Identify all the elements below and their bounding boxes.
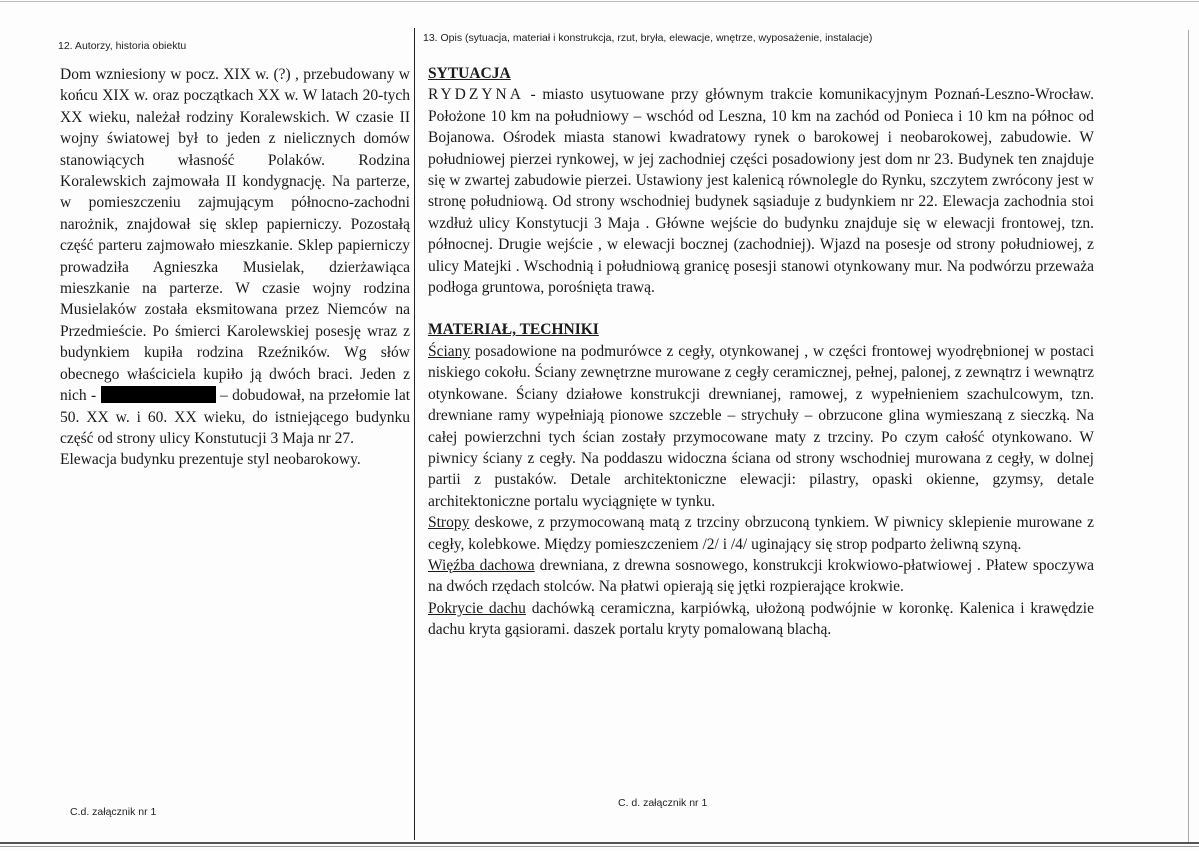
situation-paragraph [428, 84, 1094, 298]
roofing-paragraph [428, 598, 1094, 641]
walls-text: posadowione na podmurówce z cegły, otynkowanej , w części frontowej wyodrębnionej w postaci niskiego cokołu. Ściany zewnętrzne murowane z cegły ceramicznej, pełnej, palonej, z zewnątrz i wewnątrz otynkowane. Ściany działowe konstrukcji drewnianej, ramowej, z wypełnieniem szachulcowym, tzn. drewniane ramy wypełniają pionowe szczeble – strychuły – obrzucone glina wymieszaną z sieczką. Na całej powierzchni tych ścian zostały przymocowane maty z trzciny. Po czym całość otynkowano. W piwnicy ściany z cegły. Na poddaszu widoczna ściana od strony wschodniej murowana z cegły, w dolnej partii z pustaków. Detale architektoniczne elewacji: pilastry, opaski okienne, gzymsy, detale architektoniczne portalu wyciągnięte w tynku. [428, 342, 1094, 510]
history-text-part1: Dom wzniesiony w pocz. XIX w. (?) , przebudowany w końcu XIX w. oraz początkach XX w. W latach 20-tych XX wieku, należał rodziny Koralewskich. W czasie II wojny światowej był to jeden z nielicznych domów stanowiących własność Polaków. Rodzina Koralewskich zajmowała II kondygnację. Na parterze, w pomieszczeniu zajmującym północno-zachodni narożnik, znajdował się sklep papierniczy. Pozostałą część parteru zajmowało mieszkanie. Sklep papierniczy prowadziła Agnieszka Musielak, dzierżawiąca mieszkanie na parterze. W czasie wojny rodzina Musielaków została eksmitowana przez Niemców na Przedmieście. Po śmierci Karolewskiej posesję wraz z budynkiem kupiła rodzina Rzeźników. Wg słów obecnego właściciela kupiło ją dwóch braci. Jeden z nich - [60, 66, 410, 405]
situation-text: - miasto usytuowane przy głównym trakcie komunikacyjnym Poznań-Leszno-Wrocław. Położone 10 km na południowy – wschód od Leszna, 10 km na zachód od Ponieca i 10 km na północ od Bojanowa. Ośrodek miasta stanowi kwadratowy rynek o barokowej i neobarokowej, zabudowie. W południowej pierzei rynkowej, w jej zachodniej części posadowiony jest dom nr 23. Budynek ten znajduje się w zwartej zabudowie pierzei. Ustawiony jest kalenicą równolegle do Rynku, szczytem zwrócony jest w stronę południową. Od strony wschodniej budynek sąsiaduje z budynkiem nr 22. Elewacja zachodnia stoi wzdłuż ulicy Konstytucji 3 Maja . Główne wejście do budynku znajduje się w elewacji frontowej, tzn. północnej. Drugie wejście , w elewacji bocznej (zachodniej). Wjazd na posesje od strony południowej, z ulicy Matejki . Wschodnią i południową granicę posesji stanowi otynkowany mur. Na podwórzu przeważa podłoga gruntowa, porośnięta trawą. [428, 86, 1094, 297]
ceilings-text: deskowe, z przymocowaną matą z trzciny obrzuconą tynkiem. W piwnicy sklepienie murowane z cegły, kolebkowe. Między pomieszczeniem /2/ i /4/ uginający się strop podparto żeliwną szyną. [428, 514, 1094, 553]
history-text-part2: – dobudował, na przełomie lat 50. XX w. i 60. XX wieku, do istniejącego budynku część od strony ulicy Konstutucji 3 Maja nr 27. [60, 387, 411, 447]
roof-truss-label: Więźba dachowa [428, 556, 535, 574]
town-name: RYDZYNA [428, 86, 524, 104]
ceilings-label: Stropy [428, 514, 470, 532]
walls-label: Ściany [428, 342, 471, 360]
bottom-border-secondary [0, 846, 1199, 847]
style-note: Elewacja budynku prezentuje styl neobarokowy. [60, 451, 361, 469]
footer-left-note: C.d. załącznik nr 1 [70, 806, 157, 818]
section-13-title: 13. Opis (sytuacja, materiał i konstrukcja, rzut, bryła, elewacje, wnętrze, wyposażenie, instalacje) [423, 32, 873, 44]
history-column [60, 64, 410, 471]
column-divider [414, 28, 415, 840]
description-column [428, 63, 1094, 641]
situation-heading: SYTUACJA [428, 65, 511, 82]
ceilings-paragraph [428, 512, 1094, 555]
right-edge-line [1188, 30, 1189, 842]
bottom-border [0, 842, 1199, 844]
top-edge [0, 1, 1199, 2]
redacted-name-block [101, 386, 216, 403]
walls-paragraph [428, 341, 1094, 512]
material-heading: MATERIAŁ, TECHNIKI [428, 321, 599, 339]
history-paragraph [60, 64, 410, 449]
roofing-label: Pokrycie dachu [428, 599, 526, 617]
roof-truss-text: drewniana, z drewna sosnowego, konstrukcji krokwiowo-płatwiowej . Płatew spoczywa na dwóch rzędach stolców. Na płatwi opierają się jętki rozpierające krokwie. [428, 556, 1094, 596]
section-12-title: 12. Autorzy, historia obiektu [58, 40, 187, 52]
footer-right-note: C. d. załącznik nr 1 [618, 797, 708, 809]
roof-truss-paragraph [428, 555, 1094, 598]
roofing-text: dachówką ceramiczna, karpiówką, ułożoną podwójnie w koronkę. Kalenica i krawędzie dachu kryta gąsiorami. daszek portalu kryty pomalowaną blachą. [428, 599, 1094, 639]
